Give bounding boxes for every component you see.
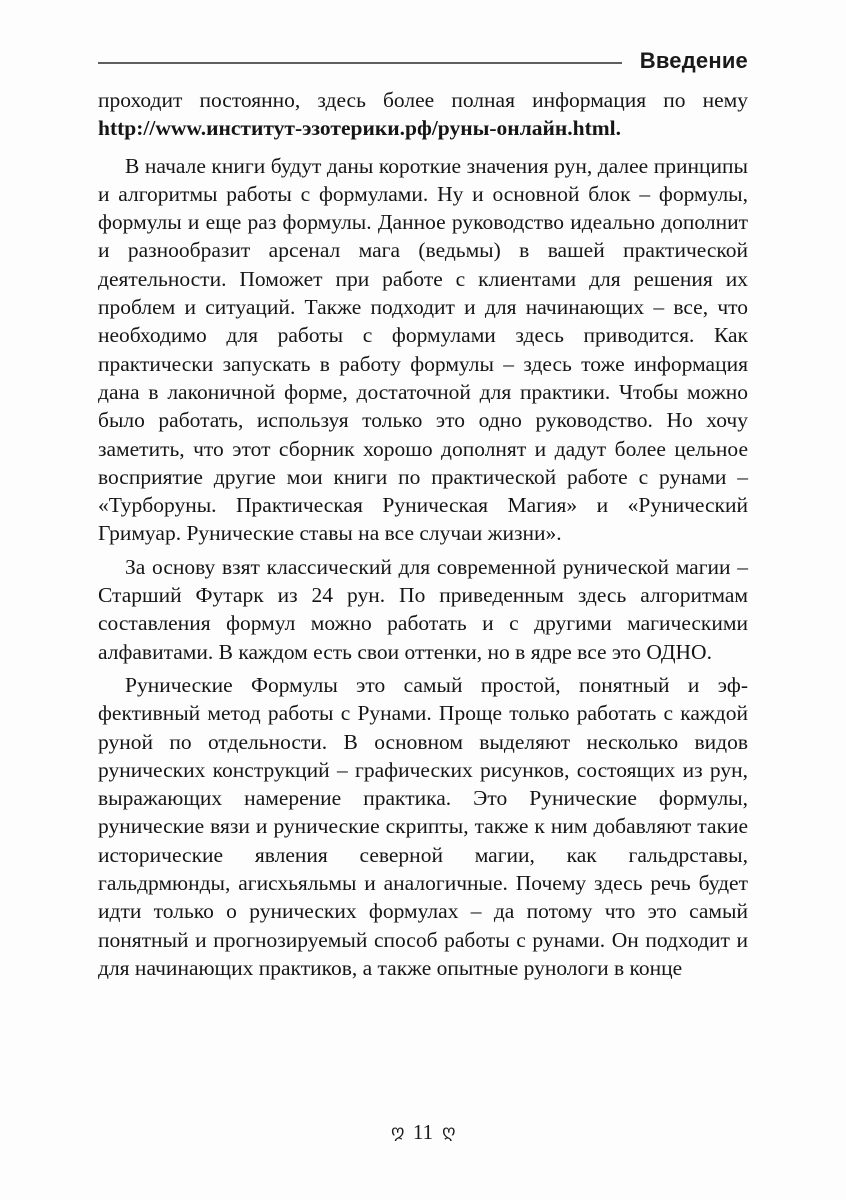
body-paragraph-2: В начале книги будут даны короткие значения рун, далее принципы и алгоритмы работы с формулами. Ну и основной блок – формулы, формулы и еще раз формулы. Данное руководство идеально дополнит и разнообразит арсенал мага (ведьмы) в вашей практической деятельности. Поможет при работе с клиентами для решения их проблем и ситуаций. Также подходит и для начинающих – все, что необходимо для работы с формулами здесь приводится. Как практически запускать в работу формулы – здесь тоже информация дана в лаконичной форме, достаточной для практики. Чтобы можно было работать, используя только это одно руководство. Но хочу заметить, что этот сборник хорошо дополнят и дадут более цельное восприятие другие мои книги по практической работе с рунами – «Турборуны. Практическая Руническая Магия» и «Рунический Гримуар. Рунические ставы на все случаи жизни». <box>98 153 748 546</box>
text-block <box>98 86 748 987</box>
page-number: 11 <box>412 1120 434 1144</box>
body-paragraph-1 <box>98 86 748 143</box>
section-title: Введение <box>639 48 748 73</box>
page-footer <box>0 1122 846 1143</box>
paragraph-1-lead: проходит постоянно, здесь более полная информация по нему <box>98 88 748 112</box>
running-head <box>98 50 748 72</box>
header-rule <box>98 62 622 64</box>
printed-url: http://www.институт-эзотерики.рф/руны-онлайн.html. <box>98 116 622 141</box>
fleuron-left-icon: ღ <box>390 1122 404 1142</box>
body-paragraph-4: Рунические Формулы это самый простой, понятный и эффективный метод работы с Рунами. Проще только работать с каждой руной по отдельности. В основном выделяют несколько видов рунических конструкций – графических рисунков, состоящих из рун, выражающих намерение практика. Это Рунические формулы, рунические вязи и рунические скрипты, также к ним добавляют такие исторические явления северной магии, как гальдрставы, гальдрмюнды, агисхьяльмы и аналогичные. Почему здесь речь будет идти только о рунических формулах – да потому что это самый понятный и прогнозируемый способ работы с рунами. Он подходит и для начинающих практиков, а также опытные рунологи в конце <box>98 672 748 980</box>
fleuron-right-icon: ღ <box>442 1122 456 1142</box>
body-paragraph-3: За основу взят классический для современной рунической магии – Старший Футарк из 24 рун. По приведенным здесь алгоритмам составления формул можно работать и с другими магическими алфавитами. В каждом есть свои оттенки, но в ядре все это ОДНО. <box>98 554 748 664</box>
